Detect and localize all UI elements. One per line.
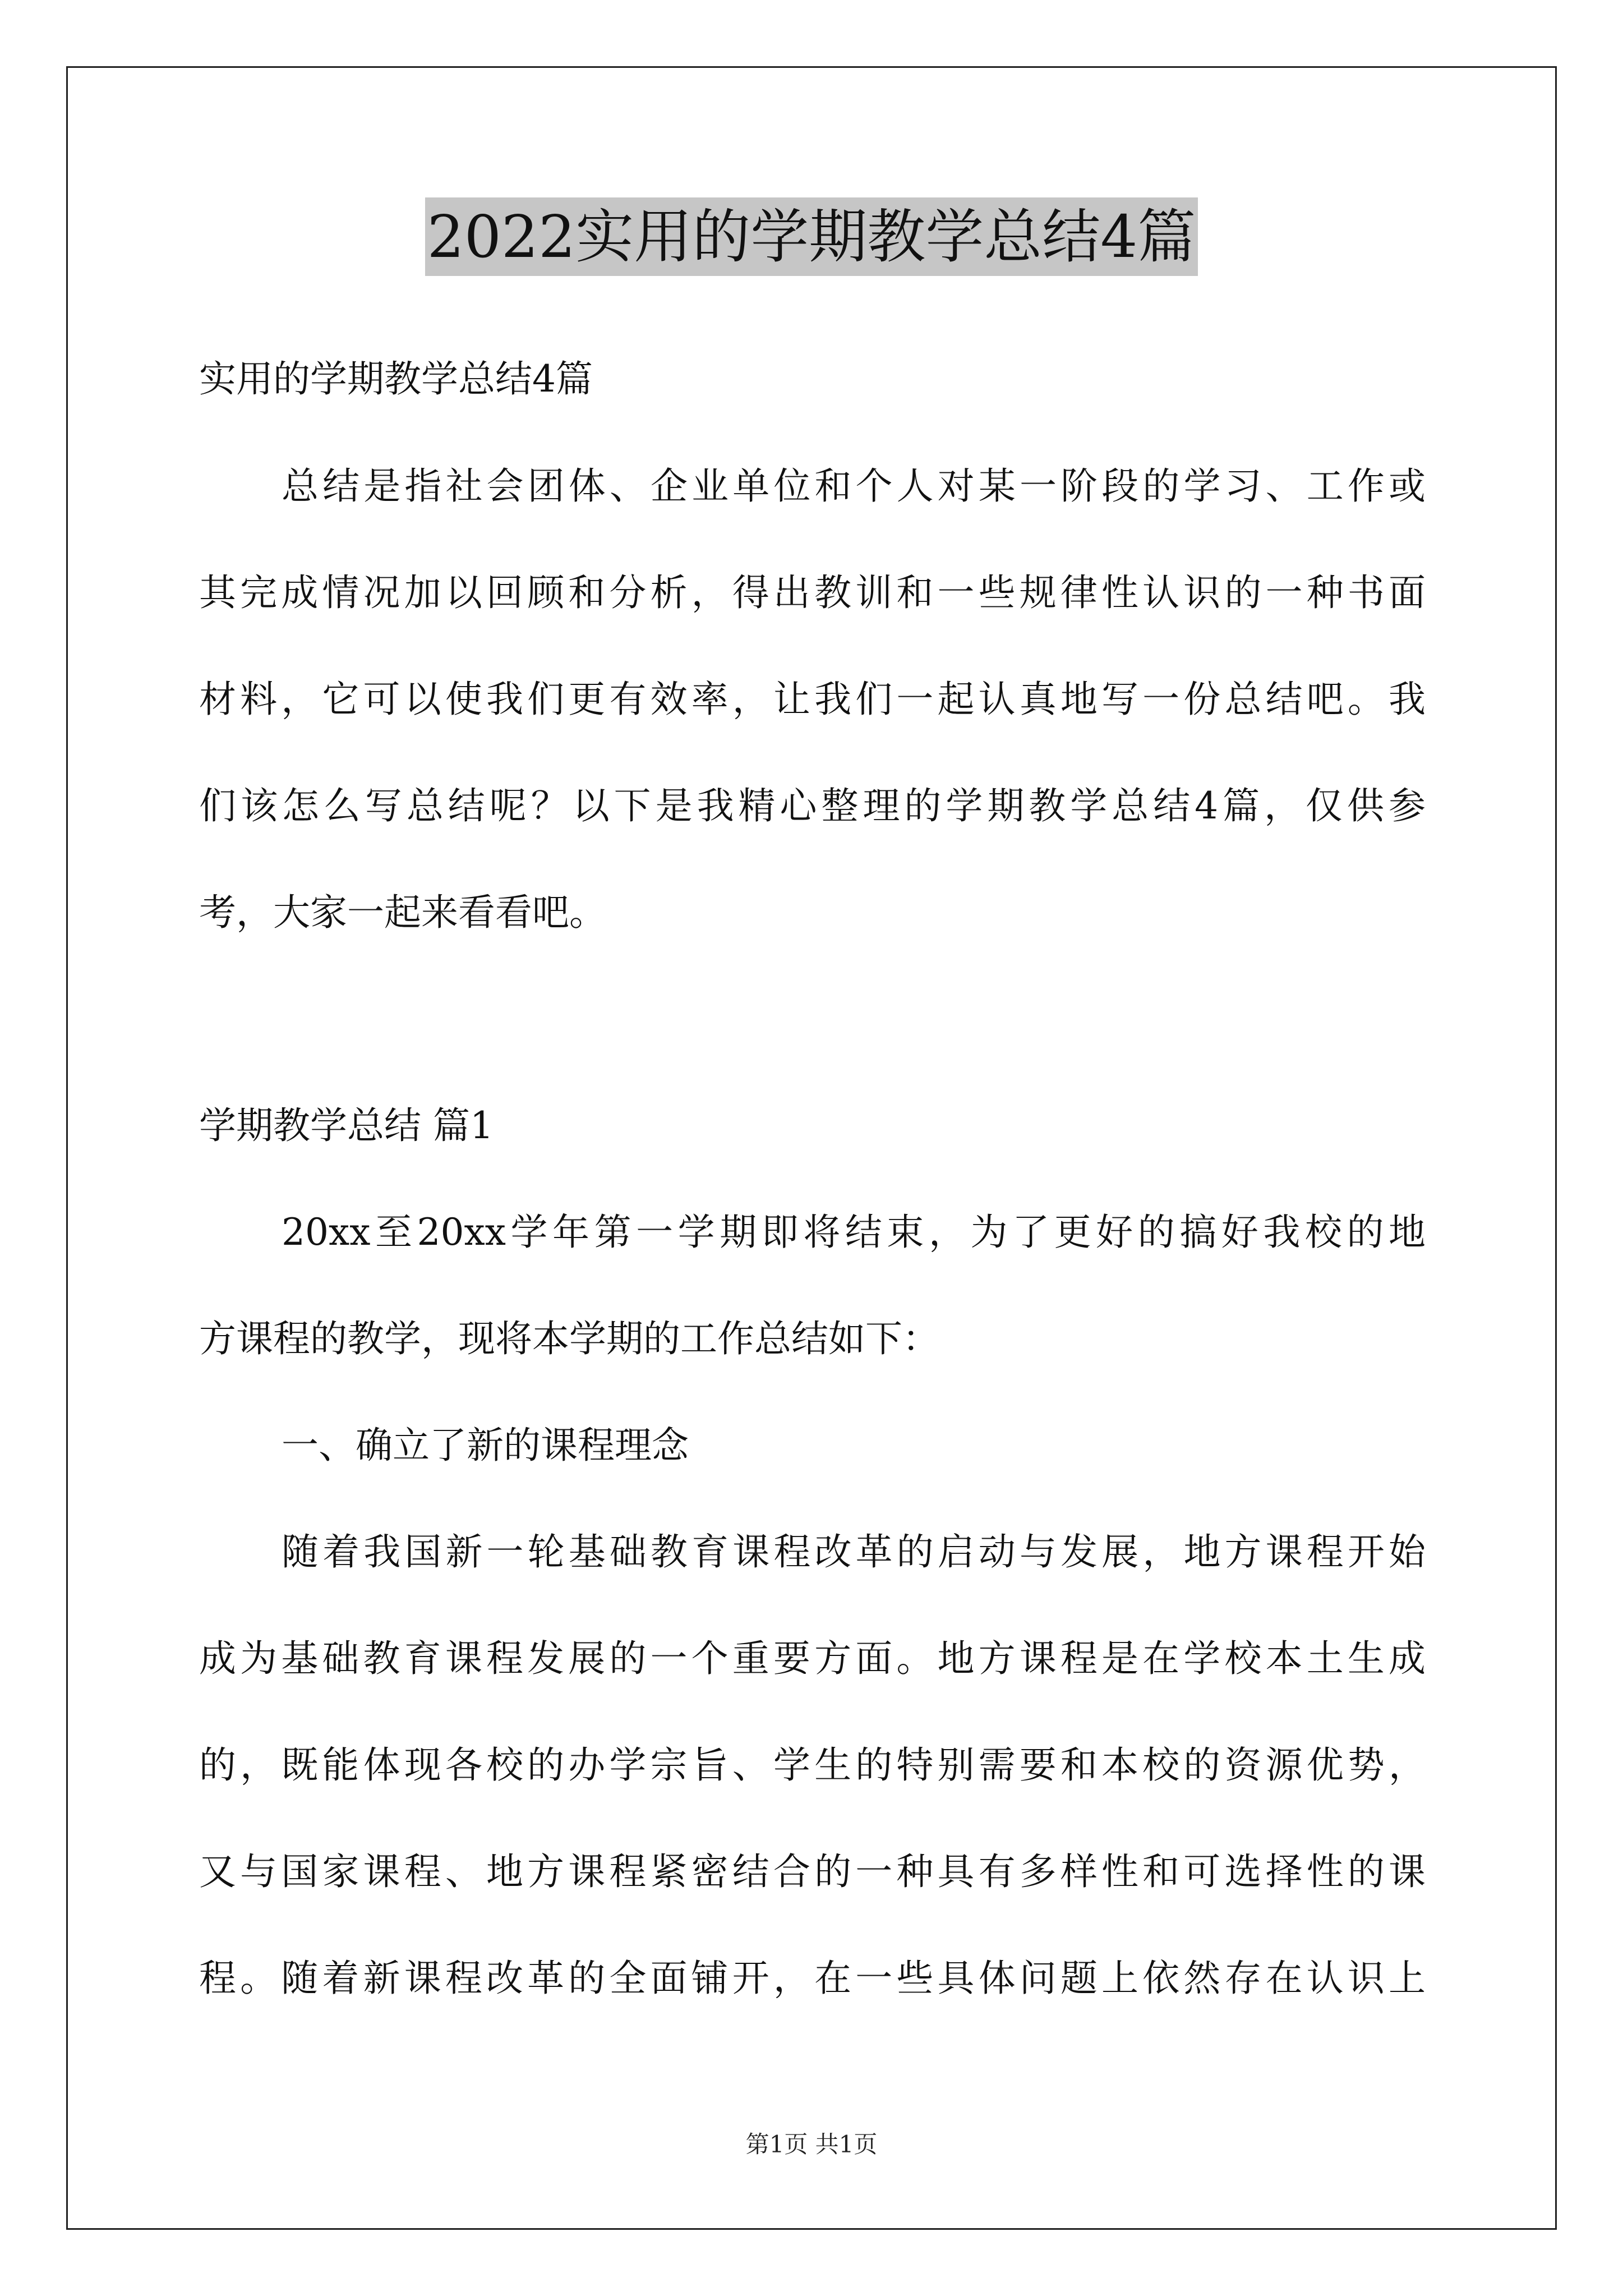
intro-line-5: 考，大家一起来看看吧。 <box>199 891 606 934</box>
intro-line-4: 们该怎么写总结呢？以下是我精心整理的学期教学总结4篇，仅供参 <box>199 784 1426 827</box>
body-line-3: 的，既能体现各校的办学宗旨、学生的特别需要和本校的资源优势， <box>199 1743 1426 1787</box>
page-footer: 第1页 共1页 <box>745 2131 878 2158</box>
intro-line-3: 材料，它可以使我们更有效率，让我们一起认真地写一份总结吧。我 <box>199 678 1426 721</box>
section-line-1: 20xx至20xx学年第一学期即将结束，为了更好的搞好我校的地 <box>282 1211 1426 1254</box>
intro-line-2: 其完成情况加以回顾和分析，得出教训和一些规律性认识的一种书面 <box>199 571 1426 614</box>
subheading: 一、确立了新的课程理念 <box>282 1424 689 1467</box>
body-line-1: 随着我国新一轮基础教育课程改革的启动与发展，地方课程开始 <box>282 1530 1426 1573</box>
body-line-4: 又与国家课程、地方课程紧密结合的一种具有多样性和可选择性的课 <box>199 1850 1426 1893</box>
body-line-2: 成为基础教育课程发展的一个重要方面。地方课程是在学校本土生成 <box>199 1637 1426 1680</box>
document-title <box>0 197 1623 276</box>
document-subtitle: 实用的学期教学总结4篇 <box>199 357 593 401</box>
document-title-text: 2022实用的学期教学总结4篇 <box>425 197 1198 276</box>
section-heading: 学期教学总结 篇1 <box>199 1104 494 1147</box>
intro-line-1: 总结是指社会团体、企业单位和个人对某一阶段的学习、工作或 <box>282 464 1426 508</box>
body-line-5: 程。随着新课程改革的全面铺开，在一些具体问题上依然存在认识上 <box>199 1957 1426 2000</box>
section-line-2: 方课程的教学，现将本学期的工作总结如下： <box>199 1317 939 1360</box>
